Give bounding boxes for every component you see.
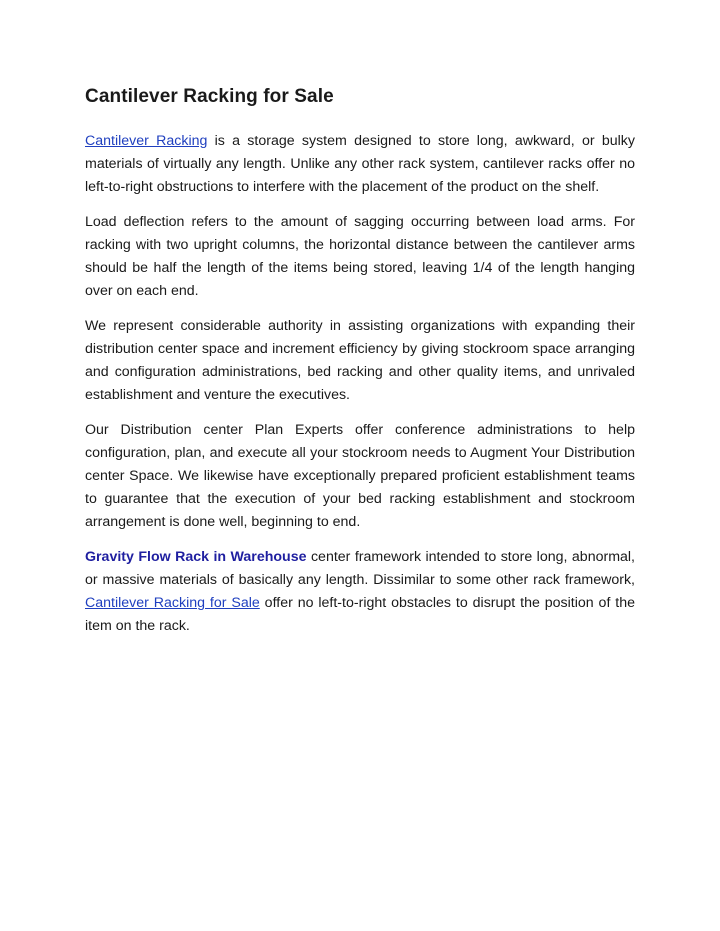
paragraph-load-deflection: Load deflection refers to the amount of sagging occurring between load arms. For racking with two upright columns, the horizontal distance between the cantilever arms should be half the length of the items being stored, leaving 1/4 of the length hanging over on each end. xyxy=(85,214,635,299)
document-page xyxy=(85,86,635,650)
paragraph-intro-text: is a storage system designed to store long, awkward, or bulky materials of virtually any length. Unlike any other rack system, cantilever racks offer no left-to-right obstructions to interfere with the placement of the product on the shelf. xyxy=(85,133,635,195)
cantilever-racking-for-sale-link[interactable]: Cantilever Racking for Sale xyxy=(85,595,260,611)
paragraph-authority: We represent considerable authority in assisting organizations with expanding their distribution center space and increment efficiency by giving stockroom space arranging and configuration administrations, bed racking and other quality items, and unrivaled establishment and venture the executives. xyxy=(85,318,635,403)
cantilever-racking-link[interactable]: Cantilever Racking xyxy=(85,133,208,149)
gravity-flow-rack-label: Gravity Flow Rack in Warehouse xyxy=(85,549,307,565)
paragraph-intro xyxy=(85,130,635,199)
paragraph-gravity-flow xyxy=(85,546,635,638)
paragraph-experts: Our Distribution center Plan Experts offer conference administrations to help configuration, plan, and execute all your stockroom needs to Augment Your Distribution center Space. We likewise have exceptionally prepared proficient establishment teams to guarantee that the execution of your bed racking establishment and stockroom arrangement is done well, beginning to end. xyxy=(85,422,635,530)
page-title: Cantilever Racking for Sale xyxy=(85,86,334,107)
paragraph-gravity-flow-text-before: center framework intended to store long, abnormal, or massive materials of basically any length. Dissimilar to some other rack framework, xyxy=(85,549,635,588)
paragraph-gravity-flow-text-after: offer no left-to-right obstacles to disrupt the position of the item on the rack. xyxy=(85,595,636,634)
